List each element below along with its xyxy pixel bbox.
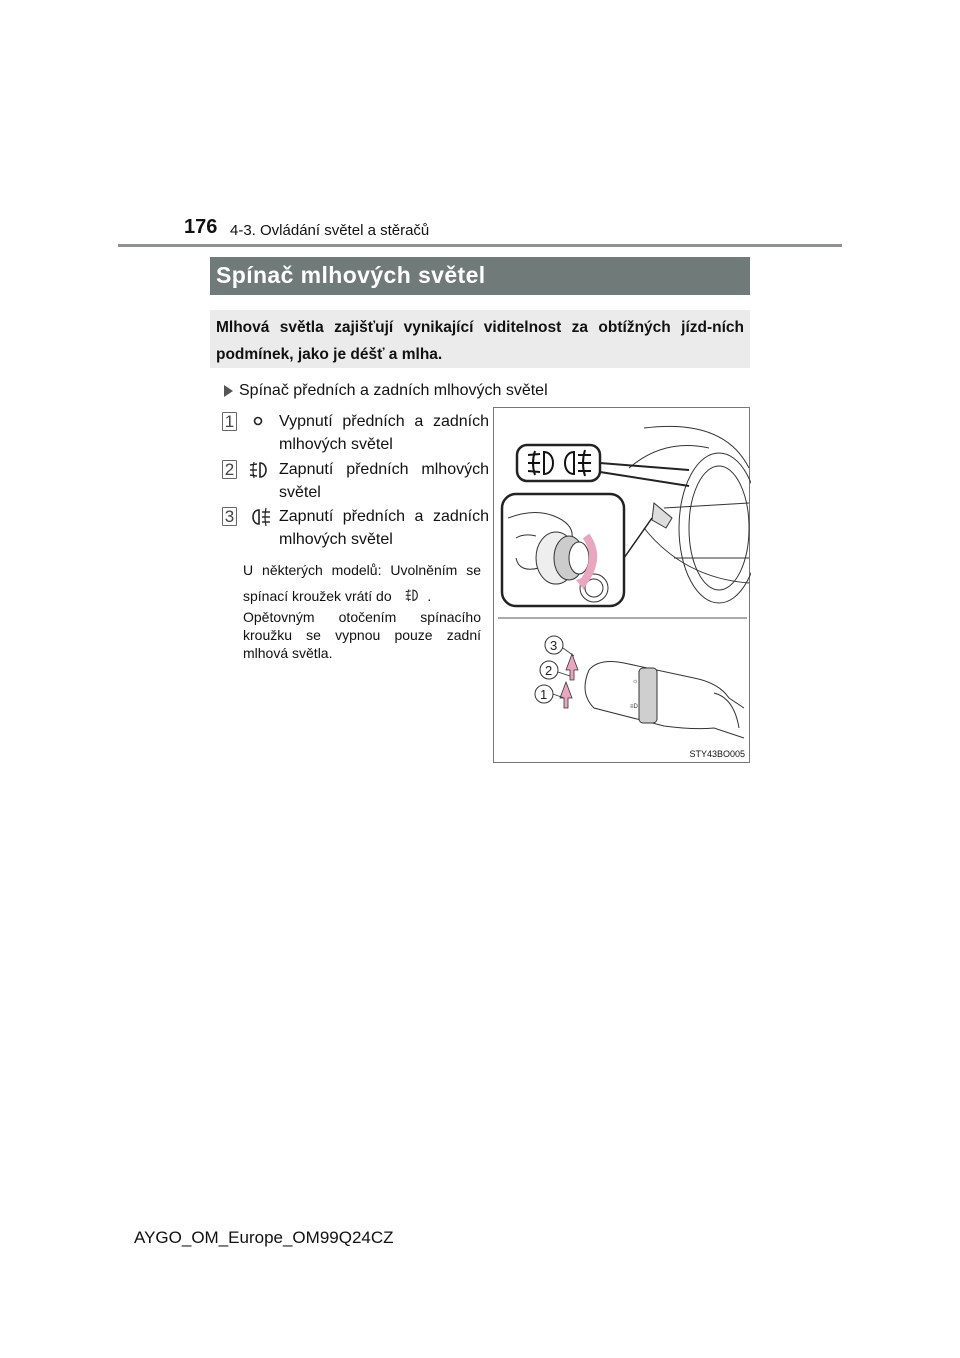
off-circle-icon — [246, 412, 274, 434]
note-rear-off: Opětovným otočením spínacího kroužku se vypnou pouze zadní mlhová světla. — [243, 609, 481, 661]
note-return-ring — [243, 557, 481, 609]
svg-text:≡D: ≡D — [630, 704, 638, 710]
rear-fog-light-icon — [246, 507, 274, 529]
illustration-figure — [493, 407, 750, 763]
item-number: 2 — [222, 460, 237, 479]
fog-light-switch-illustration — [494, 408, 751, 764]
front-fog-light-icon — [246, 460, 274, 482]
note-text: U některých modelů: Uvolněním se spínací kroužek vrátí do — [243, 562, 481, 604]
callout-1: 1 — [540, 687, 548, 702]
item-number: 3 — [222, 507, 237, 526]
icons-callout — [517, 445, 689, 486]
intro-text: Mlhová světla zajišťují vynikající viditelnost za obtížných jízd-ních podmínek, jako je déšť a mlha. — [216, 319, 744, 363]
triangle-bullet-icon — [224, 385, 233, 397]
subheading-text: Spínač předních a zadních mlhových světel — [239, 382, 548, 399]
rotation-arrows — [560, 654, 578, 708]
callout-3: 3 — [550, 638, 558, 653]
section-title: Spínač mlhových světel — [216, 262, 486, 288]
section-title-bar — [210, 257, 750, 295]
header-divider — [118, 244, 842, 247]
callout-2: 2 — [545, 663, 553, 678]
intro-box — [210, 310, 750, 368]
subheading — [224, 382, 548, 400]
lever-drawing — [585, 662, 744, 738]
steering-wheel-drawing — [629, 426, 751, 603]
item-number: 1 — [222, 412, 237, 431]
item-text: Zapnutí předních mlhových světel — [279, 461, 489, 501]
section-breadcrumb: 4-3. Ovládání světel a stěračů — [230, 222, 430, 239]
note-text-end: . — [427, 588, 432, 604]
page-number: 176 — [184, 216, 218, 238]
hand-rotating-ring-inset — [502, 494, 652, 606]
figure-code: STY43BO005 — [689, 749, 745, 759]
front-fog-light-icon — [402, 588, 424, 604]
item-text: Vypnutí předních a zadních mlhových světel — [279, 413, 489, 453]
item-text: Zapnutí předních a zadních mlhových světel — [279, 508, 489, 548]
svg-text:☼: ☼ — [632, 678, 639, 685]
footer-document-id: AYGO_OM_Europe_OM99Q24CZ — [134, 1228, 394, 1247]
